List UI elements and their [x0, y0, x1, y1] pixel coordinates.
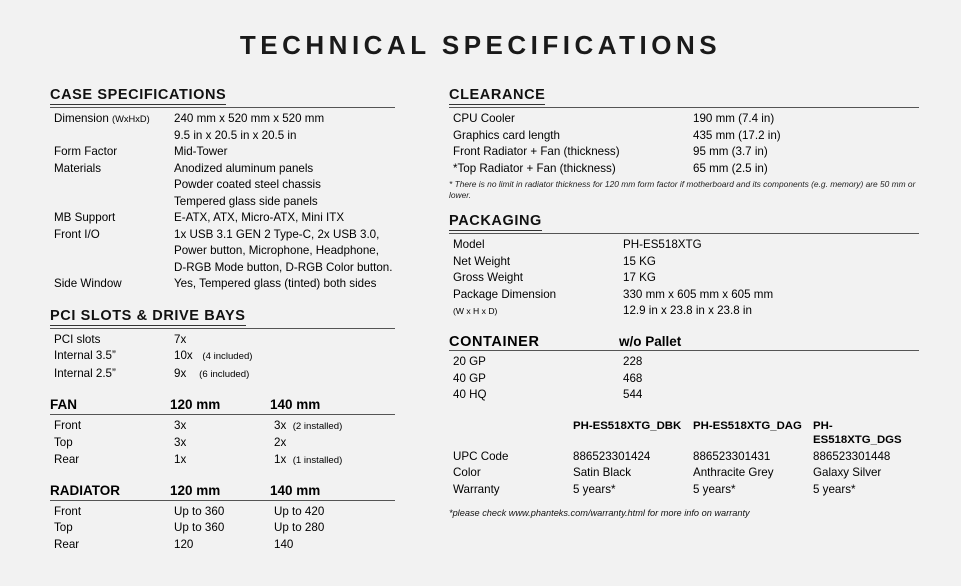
table-row — [449, 128, 919, 145]
table-row — [50, 161, 395, 178]
sku-header-row — [449, 418, 919, 449]
fan-values-table — [50, 418, 395, 470]
left-column — [50, 86, 395, 557]
section-clearance — [449, 86, 919, 200]
row-label: Rear — [54, 452, 80, 466]
clearance-table — [449, 111, 919, 177]
row-label: Gross Weight — [453, 271, 524, 284]
row-label: Front — [54, 504, 82, 518]
radiator-table — [50, 483, 395, 500]
row-label-main: Dimension — [54, 112, 112, 125]
row-value: 5 years* — [573, 482, 616, 496]
radiator-divider — [50, 500, 395, 501]
row-label: Net Weight — [453, 254, 511, 268]
packaging-table — [449, 237, 919, 320]
packaging-divider — [449, 233, 919, 234]
row-value: 7x — [174, 332, 187, 346]
clearance-heading: CLEARANCE — [449, 87, 546, 103]
row-label — [50, 194, 174, 211]
section-pci-slots-drive-bays — [50, 307, 395, 384]
row-label: Materials — [54, 161, 102, 175]
fan-table — [50, 397, 395, 414]
row-label: Graphics card length — [453, 128, 560, 142]
table-row — [449, 270, 919, 287]
sku-header-blank — [449, 418, 573, 449]
row-value: 190 mm (7.4 in) — [693, 112, 775, 125]
row-note: (2 installed) — [292, 420, 343, 432]
row-value: 468 — [623, 371, 643, 385]
row-value: 886523301448 — [813, 449, 891, 463]
table-row — [50, 111, 395, 128]
pci-table — [50, 332, 395, 384]
container-header-table — [449, 334, 919, 351]
table-row — [50, 144, 395, 161]
pci-heading: PCI SLOTS & DRIVE BAYS — [50, 307, 246, 324]
table-row — [449, 287, 919, 304]
pci-divider — [50, 328, 395, 329]
fan-col1-header: 120 mm — [170, 397, 221, 412]
table-row — [50, 418, 395, 436]
row-value-140: Up to 420 — [274, 504, 325, 518]
table-row — [50, 520, 395, 537]
fan-heading: FAN — [50, 397, 77, 412]
row-label: CPU Cooler — [453, 112, 515, 125]
row-label: *Top Radiator + Fan (thickness) — [453, 161, 616, 175]
row-label: Form Factor — [54, 145, 118, 158]
row-label: Warranty — [453, 482, 500, 496]
row-value-120: 120 — [174, 537, 194, 551]
row-label: MB Support — [54, 211, 116, 224]
table-row — [50, 452, 395, 470]
table-row — [50, 210, 395, 227]
table-row — [50, 537, 395, 554]
case-divider — [50, 107, 395, 108]
row-value: 5 years* — [693, 482, 736, 496]
table-row — [50, 276, 395, 293]
table-row — [50, 366, 395, 384]
row-value: Galaxy Silver — [813, 466, 882, 479]
row-value-120: 3x — [174, 418, 187, 432]
table-row — [449, 465, 919, 482]
table-row — [50, 348, 395, 366]
row-label: 40 GP — [453, 371, 486, 385]
row-value: 886523301424 — [573, 449, 651, 463]
row-label-sub: (WxHxD) — [112, 114, 150, 124]
row-label: Top — [54, 436, 73, 449]
table-row — [50, 260, 395, 277]
sku-header-dag: PH-ES518XTG_DAG — [693, 419, 802, 432]
section-sku-table — [449, 418, 919, 519]
table-row — [50, 177, 395, 194]
row-value: Anodized aluminum panels — [174, 161, 314, 175]
row-value-120: Up to 360 — [174, 521, 225, 534]
row-value: Satin Black — [573, 466, 631, 479]
table-row — [449, 354, 919, 371]
table-row — [50, 227, 395, 244]
row-value: 240 mm x 520 mm x 520 mm — [174, 112, 325, 125]
table-row — [449, 482, 919, 499]
radiator-values-table — [50, 504, 395, 554]
right-column — [449, 86, 919, 522]
warranty-footnote: *please check www.phanteks.com/warranty.html for more info on warranty — [449, 508, 750, 518]
container-header-row — [449, 334, 919, 351]
fan-divider — [50, 414, 395, 415]
row-note: (1 installed) — [292, 454, 343, 466]
row-value: Anthracite Grey — [693, 466, 774, 479]
row-value-120: 3x — [174, 436, 187, 449]
row-value: 9.5 in x 20.5 in x 20.5 in — [174, 128, 297, 142]
row-label: Front I/O — [54, 227, 100, 241]
case-specifications-heading: CASE SPECIFICATIONS — [50, 87, 227, 103]
row-value-120: 1x — [174, 452, 187, 466]
clearance-divider — [449, 107, 919, 108]
row-value: Tempered glass side panels — [174, 194, 318, 208]
sku-header-dgs: PH-ES518XTG_DGS — [813, 419, 902, 446]
sku-header-dbk: PH-ES518XTG_DBK — [573, 419, 682, 432]
sku-table — [449, 418, 919, 499]
row-label: Top — [54, 521, 73, 534]
row-label: Internal 2.5” — [54, 366, 116, 380]
row-value: 9x (6 included) — [174, 366, 250, 380]
section-fan — [50, 397, 395, 469]
radiator-col2-header: 140 mm — [270, 483, 321, 498]
case-specifications-table — [50, 111, 395, 293]
container-heading: CONTAINER — [449, 333, 540, 350]
table-row — [50, 128, 395, 145]
section-container — [449, 334, 919, 404]
row-label: Package Dimension — [453, 287, 557, 301]
table-row — [50, 243, 395, 260]
table-row — [449, 303, 919, 320]
table-row — [449, 254, 919, 271]
row-value: 1x USB 3.1 GEN 2 Type-C, 2x USB 3.0, — [174, 227, 380, 241]
container-divider — [449, 350, 919, 351]
page-title: TECHNICAL SPECIFICATIONS — [239, 30, 722, 60]
row-value: 12.9 in x 23.8 in x 23.8 in — [623, 304, 752, 317]
row-label — [50, 243, 174, 260]
table-row — [50, 435, 395, 452]
row-label — [50, 128, 174, 145]
radiator-heading: RADIATOR — [50, 483, 120, 498]
row-label: Side Window — [54, 277, 122, 290]
row-label — [50, 177, 174, 194]
row-value: 95 mm (3.7 in) — [693, 145, 768, 158]
row-label: Front Radiator + Fan (thickness) — [453, 145, 620, 158]
table-row — [449, 449, 919, 466]
table-row — [449, 371, 919, 388]
row-value: 65 mm (2.5 in) — [693, 161, 768, 175]
row-label: Color — [453, 466, 481, 479]
section-radiator — [50, 483, 395, 553]
table-row — [449, 387, 919, 404]
container-heading-value: w/o Pallet — [619, 333, 682, 349]
fan-col2-header: 140 mm — [270, 397, 321, 412]
row-value: D-RGB Mode button, D-RGB Color button. — [174, 260, 393, 274]
row-value: 886523301431 — [693, 449, 771, 463]
row-value-140: 2x — [274, 436, 287, 449]
row-value: Mid-Tower — [174, 145, 228, 158]
row-label: 40 HQ — [453, 388, 487, 401]
row-label: Front — [54, 418, 82, 432]
row-label: Internal 3.5” — [54, 349, 116, 362]
section-packaging — [449, 212, 919, 320]
table-row — [449, 237, 919, 254]
row-value: 435 mm (17.2 in) — [693, 128, 781, 142]
row-value: 5 years* — [813, 482, 856, 496]
row-value-140: 3x (2 installed) — [274, 418, 343, 432]
container-table — [449, 354, 919, 404]
table-row — [50, 332, 395, 349]
row-value-120: Up to 360 — [174, 504, 225, 518]
row-value-140: 140 — [274, 537, 294, 551]
row-value: Powder coated steel chassis — [174, 178, 321, 191]
row-value: 228 — [623, 355, 643, 368]
row-label — [50, 111, 174, 128]
table-row — [50, 194, 395, 211]
section-case-specifications — [50, 86, 395, 293]
row-note: (4 included) — [202, 351, 253, 362]
row-value: 544 — [623, 388, 643, 401]
row-value: Power button, Microphone, Headphone, — [174, 244, 379, 257]
row-label: 20 GP — [453, 355, 486, 368]
row-label: Rear — [54, 537, 80, 551]
row-value: Yes, Tempered glass (tinted) both sides — [174, 277, 377, 290]
table-row — [449, 111, 919, 128]
row-label: Model — [453, 238, 485, 251]
row-value-140: Up to 280 — [274, 521, 325, 534]
row-label: UPC Code — [453, 449, 509, 463]
row-value: 10x (4 included) — [174, 349, 253, 362]
row-value: 17 KG — [623, 271, 656, 284]
table-row — [50, 504, 395, 521]
fan-header-row — [50, 397, 395, 414]
row-value: 15 KG — [623, 254, 656, 268]
radiator-col1-header: 120 mm — [170, 483, 221, 498]
row-note: (6 included) — [199, 368, 250, 380]
table-row — [449, 144, 919, 161]
clearance-footnote: * There is no limit in radiator thickness for 120 mm form factor if motherboard and its components (e.g. memory) are 50 mm or lower. — [449, 179, 916, 200]
packaging-heading: PACKAGING — [449, 213, 542, 229]
row-label — [50, 260, 174, 277]
row-value: 330 mm x 605 mm x 605 mm — [623, 287, 774, 301]
row-value-140: 1x (1 installed) — [274, 452, 343, 466]
row-label: PCI slots — [54, 332, 101, 346]
table-row — [449, 161, 919, 178]
row-label-sub: (W x H x D) — [453, 306, 498, 316]
row-value: E-ATX, ATX, Micro-ATX, Mini ITX — [174, 211, 345, 224]
row-value: PH-ES518XTG — [623, 238, 702, 251]
radiator-header-row — [50, 483, 395, 500]
